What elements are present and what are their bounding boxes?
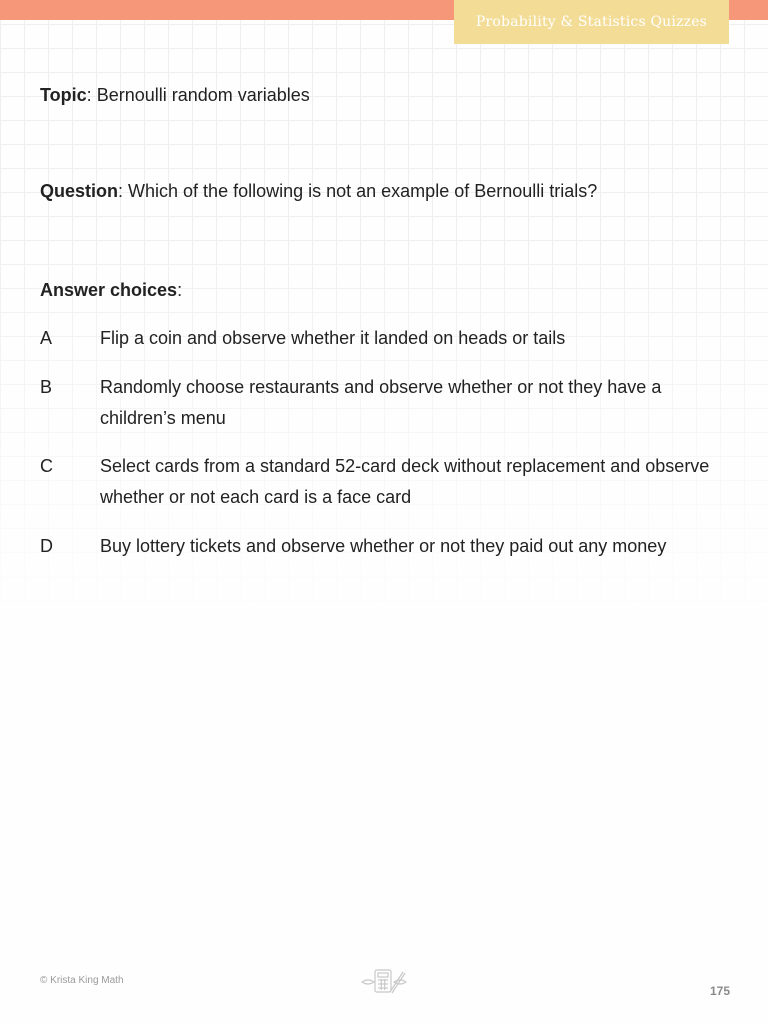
choice-text: Flip a coin and observe whether it landed on heads or tails: [100, 328, 566, 348]
header-title: Probability & Statistics Quizzes: [475, 14, 708, 30]
choice-letter: C: [40, 456, 53, 476]
answer-choices-label: Answer choices: [40, 280, 178, 300]
topic-line: Topic: Bernoulli random variables: [40, 85, 310, 105]
copyright-text: © Krista King Math: [40, 975, 124, 986]
page-number: 175: [709, 984, 730, 998]
question-text: Which of the following is not an example of Bernoulli trials?: [128, 181, 598, 201]
choice-letter: B: [40, 377, 53, 397]
choice-letter: D: [40, 536, 53, 556]
choice-letter: A: [40, 328, 53, 348]
question-label: Question: [40, 181, 119, 201]
topic-value: Bernoulli random variables: [96, 85, 310, 105]
topic-label: Topic: [40, 85, 87, 105]
choice-text: Buy lottery tickets and observe whether or not they paid out any money: [100, 536, 667, 556]
choice-text: Select cards from a standard 52-card deck without replacement and observe whether or not each card is a face card: [100, 456, 710, 507]
answer-choices-heading: Answer choices:: [40, 280, 183, 300]
header-tab: [454, 0, 729, 44]
question-line: Question: Which of the following is not an example of Bernoulli trials?: [40, 181, 598, 201]
choice-text: Randomly choose restaurants and observe whether or not they have a children’s menu: [100, 377, 662, 428]
calculator-pencil-icon: [360, 966, 408, 996]
